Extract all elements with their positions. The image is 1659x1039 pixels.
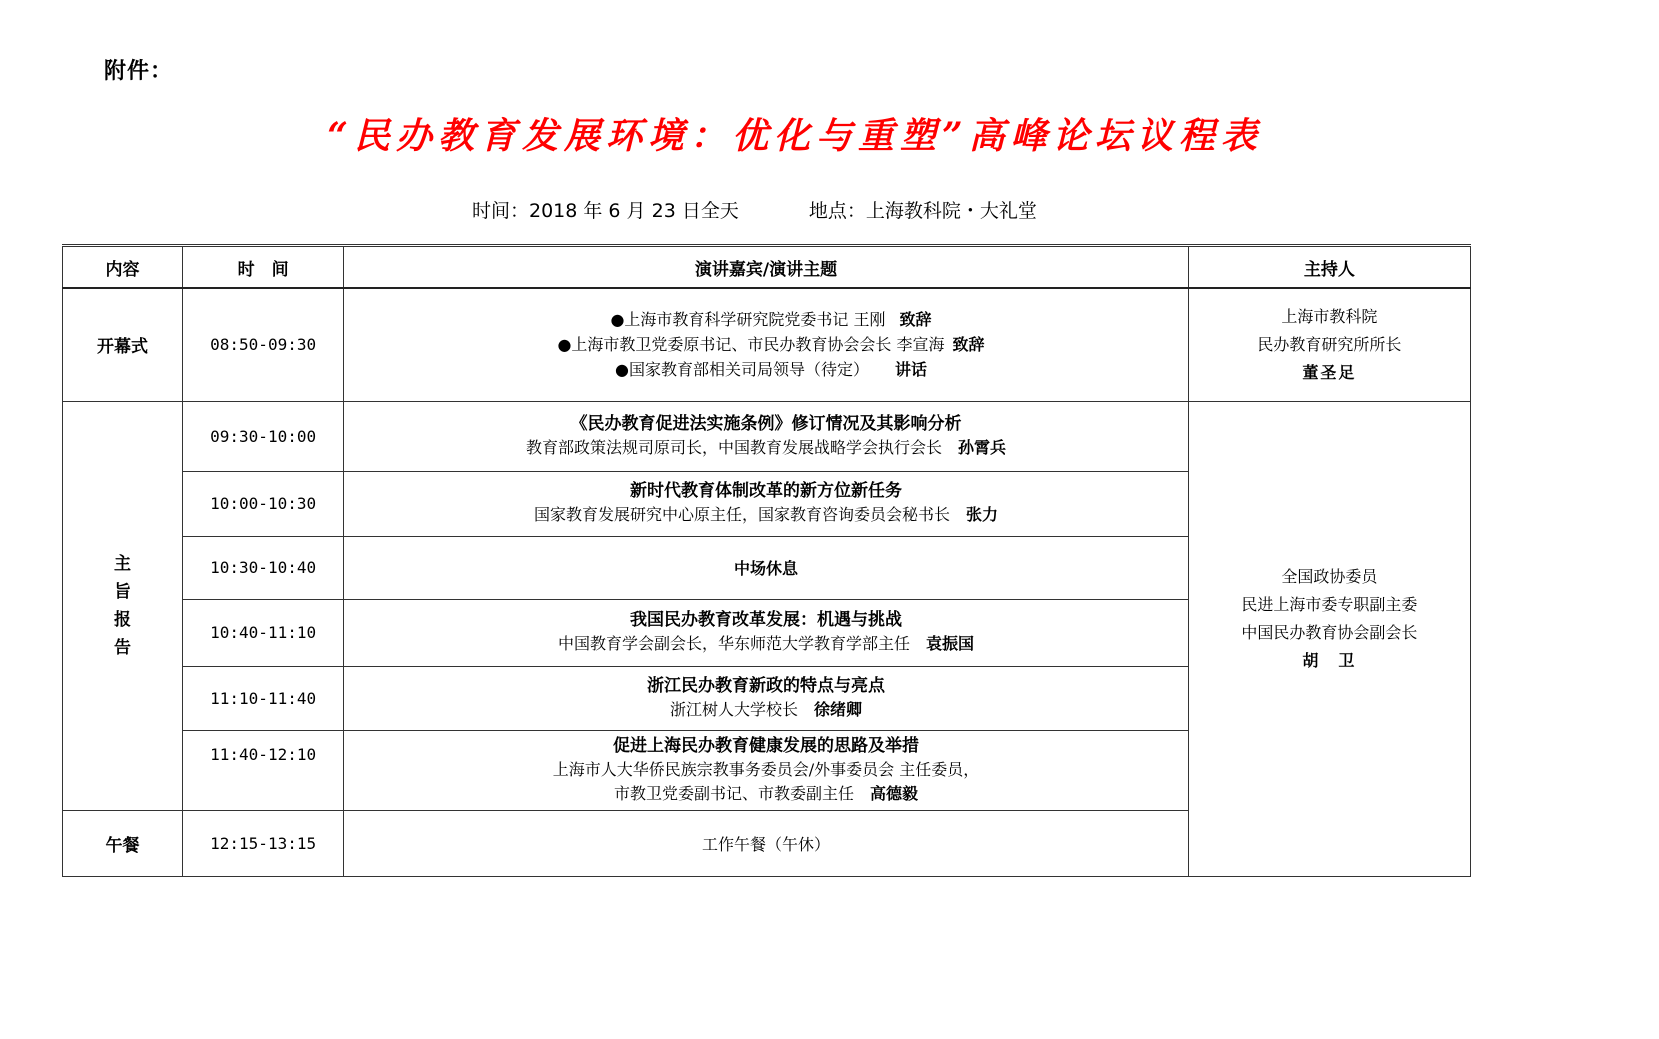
session-time: 10:40-11:10 xyxy=(183,599,344,666)
list-item: ●国家教育部相关司局领导（待定） 讲话 xyxy=(614,360,927,380)
session-topic xyxy=(344,666,1189,730)
list-item: ●上海市教卫党委原书记、市民办教育协会会长 李宣海 致辞 xyxy=(557,335,985,355)
section-lunch: 午餐 xyxy=(63,810,183,876)
session-speaker: 教育部政策法规司原司长，中国教育发展战略学会执行会长 孙霄兵 xyxy=(525,437,1006,457)
time-lunch: 12:15-13:15 xyxy=(183,810,344,876)
table-row-keynote-1 xyxy=(63,401,1471,471)
host-opening: 上海市教科院 民办教育研究所所长 董圣足 xyxy=(1188,288,1470,401)
host-name: 董圣足 xyxy=(1302,362,1357,382)
table-header-row xyxy=(63,246,1471,289)
session-time: 11:40-12:10 xyxy=(183,730,344,810)
column-header-topic: 演讲嘉宾/演讲主题 xyxy=(344,246,1189,289)
list-item: ●上海市教育科学研究院党委书记 王刚 致辞 xyxy=(610,310,932,330)
session-topic xyxy=(344,730,1189,810)
bullet-icon: ● xyxy=(557,335,572,355)
session-time: 10:30-10:40 xyxy=(183,536,344,599)
session-time: 11:10-11:40 xyxy=(183,666,344,730)
session-title: 促进上海民办教育健康发展的思路及举措 xyxy=(612,735,919,756)
session-speaker: 浙江树人大学校长 徐绪卿 xyxy=(669,699,862,719)
time-opening: 08:50-09:30 xyxy=(183,288,344,401)
column-header-content: 内容 xyxy=(63,246,183,289)
session-speaker: 国家教育发展研究中心原主任，国家教育咨询委员会秘书长 张力 xyxy=(533,505,998,524)
session-time: 10:00-10:30 xyxy=(183,471,344,536)
session-topic xyxy=(344,401,1189,471)
session-topic xyxy=(344,599,1189,666)
section-opening: 开幕式 xyxy=(63,288,183,401)
session-title: 《民办教育促进法实施条例》修订情况及其影响分析 xyxy=(570,413,962,434)
session-time: 09:30-10:00 xyxy=(183,401,344,471)
attachment-label: 附件： xyxy=(104,59,174,84)
session-speaker: 上海市人大华侨民族宗教事务委员会/外事委员会 主任委员， xyxy=(552,759,980,779)
session-title: 我国民办教育改革发展：机遇与挑战 xyxy=(629,610,902,630)
opening-speakers xyxy=(344,288,1189,401)
table-row-opening xyxy=(63,288,1471,401)
host-name: 胡 卫 xyxy=(1302,650,1357,670)
bullet-icon: ● xyxy=(610,310,625,330)
event-meta xyxy=(472,196,1037,223)
session-topic xyxy=(344,471,1189,536)
host-keynote: 全国政协委员 民进上海市委专职副主委 中国民办教育协会副会长 胡 卫 xyxy=(1188,401,1470,876)
event-time: 时间：2018 年 6 月 23 日全天 xyxy=(472,200,739,222)
session-title: 浙江民办教育新政的特点与亮点 xyxy=(646,675,885,696)
session-title: 新时代教育体制改革的新方位新任务 xyxy=(629,481,902,501)
session-topic xyxy=(344,536,1189,599)
document-title: “民办教育发展环境：优化与重塑”高峰论坛议程表 xyxy=(327,115,1263,157)
bullet-icon: ● xyxy=(614,360,629,380)
session-speaker: 市教卫党委副书记、市教委副主任 高德毅 xyxy=(613,783,918,803)
section-keynote: 主 旨 报 告 xyxy=(63,401,183,810)
agenda-table xyxy=(62,244,1471,877)
session-speaker: 中国教育学会副会长，华东师范大学教育学部主任 袁振国 xyxy=(557,634,974,653)
break-label: 中场休息 xyxy=(733,559,798,578)
column-header-host: 主持人 xyxy=(1188,246,1470,289)
lunch-topic: 工作午餐（午休） xyxy=(344,810,1189,876)
column-header-time: 时 间 xyxy=(183,246,344,289)
event-location: 地点：上海教科院・大礼堂 xyxy=(808,200,1037,222)
